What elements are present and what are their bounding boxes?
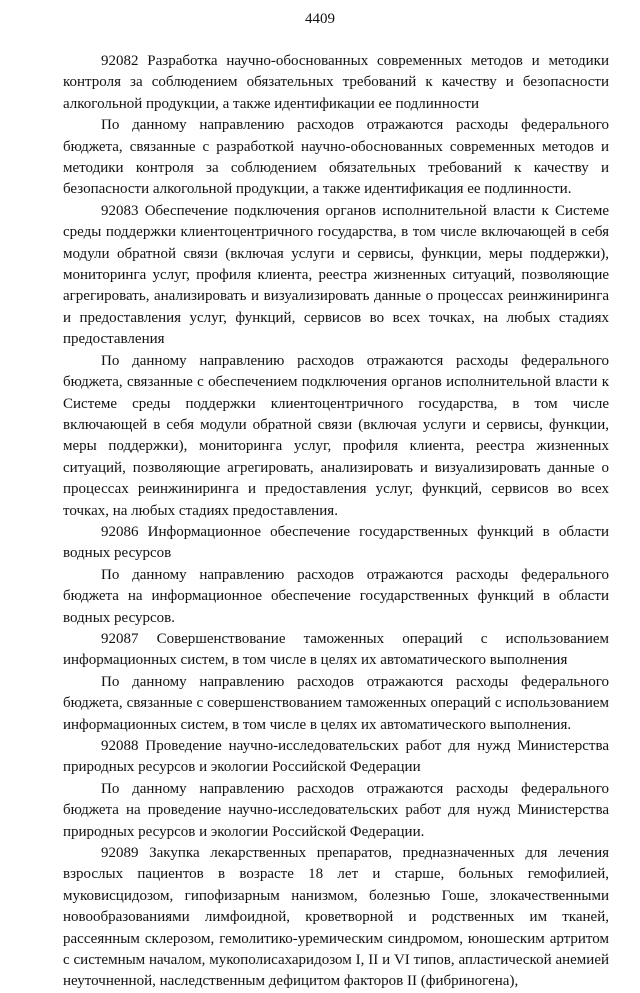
paragraph-92086-description: По данному направлению расходов отражаются расходы федерального бюджета на информационное обеспечение государственных функций в области водных ресурсов. [63,566,609,626]
paragraph-92087-title: 92087 Совершенствование таможенных операций с использованием информационных систем, в том числе в целях их автоматического выполнения [63,630,609,669]
paragraph-92088-title: 92088 Проведение научно-исследовательских работ для нужд Министерства природных ресурсов и экологии Российской Федерации [63,738,609,776]
paragraph-92083-description: По данному направлению расходов отражаются расходы федерального бюджета, связанные с обеспечением подключения органов исполнительной власти к Системе среды поддержки клиентоцентричного государства, в том числе включающей в себя модули обратной связи (включая услуги и сервисы, функции, меры поддержки), мониторинга услуг, профиля клиента, реестра жизненных ситуаций, позволяющие агрегировать, анализировать и визуализировать данные о процессах реинжиниринга и предоставления услуг, функций, сервисов во всех точках, на любых стадиях предоставления. [63,352,609,519]
paragraph-92082-title: 92082 Разработка научно-обоснованных современных методов и методики контроля за соблюдением обязательных требований к качеству и безопасности алкогольной продукции, а также идентификации ее подлинности [63,53,609,112]
paragraph-92083-title: 92083 Обеспечение подключения органов исполнительной власти к Системе среды поддержки клиентоцентричного государства, в том числе включающей в себя модули обратной связи (включая услуги и сервисы, функции, меры поддержки), мониторинга услуг, профиля клиента, реестра жизненных ситуаций, позволяющие агрегировать, анализировать и визуализировать данные о процессах реинжиниринга и предоставления услуг, функций, сервисов во всех точках, на любых стадиях предоставления [63,202,609,348]
paragraph-92087-description: По данному направлению расходов отражаются расходы федерального бюджета, связанные с совершенствованием таможенных операций с использованием информационных систем, в том числе в целях их автоматического выполнения. [63,673,609,733]
paragraph-92086-title: 92086 Информационное обеспечение государственных функций в области водных ресурсов [63,523,609,562]
page-number: 4409 [305,11,335,27]
document-body [63,51,609,993]
paragraph-92088-description: По данному направлению расходов отражаются расходы федерального бюджета на проведение научно-исследовательских работ для нужд Министерства природных ресурсов и экологии Российской Федерации. [63,780,609,840]
paragraph-92089-title: 92089 Закупка лекарственных препаратов, предназначенных для лечения взрослых пациентов в возрасте 18 лет и старше, больных гемофилией, муковисцидозом, гипофизарным нанизмом, болезнью Гоше, злокачественными новообразованиями лимфоидной, кроветворной и родственных им тканей, рассеянным склерозом, гемолитико-уремическим синдромом, юношеским артритом с системным началом, мукополисахаридозом I, II и VI типов, апластической анемией неуточненной, наследственным дефицитом факторов II (фибриногена), [63,845,609,990]
paragraph-92082-description: По данному направлению расходов отражаются расходы федерального бюджета, связанные с разработкой научно-обоснованных современных методов и методики контроля за соблюдением обязательных требований к качеству и безопасности алкогольной продукции, а также идентификация ее подлинности. [63,117,609,198]
